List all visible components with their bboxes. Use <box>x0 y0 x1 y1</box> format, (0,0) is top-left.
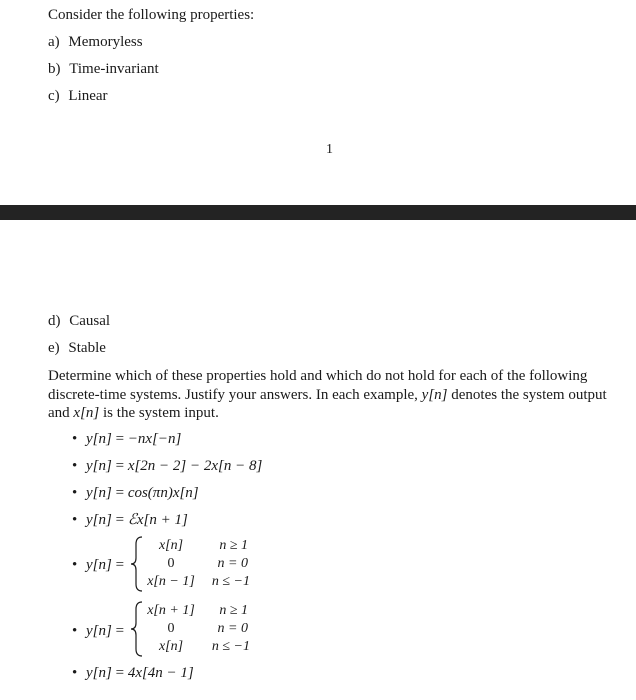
property-text: Stable <box>68 340 106 356</box>
case-condition: n = 0 <box>217 621 248 636</box>
property-label: c) <box>48 88 60 104</box>
case-value: 0 <box>167 556 175 571</box>
property-text: Memoryless <box>68 34 143 50</box>
bullet-icon: • <box>72 485 78 501</box>
page-divider-bar <box>0 205 636 220</box>
intro-text: Consider the following properties: <box>48 7 255 23</box>
instructions-paragraph <box>48 367 618 423</box>
equation-lhs: y[n] <box>86 458 112 474</box>
equals-sign: = <box>115 623 125 639</box>
case-condition: n ≥ 1 <box>219 603 248 618</box>
output-symbol: y[n] <box>421 386 448 403</box>
property-label: b) <box>48 61 61 77</box>
equation-rhs: −nx[−n] <box>127 431 182 447</box>
property-text: Causal <box>69 313 111 329</box>
system-1-equation <box>86 430 181 448</box>
equation-rhs: cos(πn)x[n] <box>127 485 199 501</box>
equals-sign: = <box>115 665 125 681</box>
system-6-lhs <box>86 622 124 640</box>
property-text: Linear <box>68 88 108 104</box>
bullet-icon: • <box>72 665 78 681</box>
property-b <box>48 60 159 78</box>
equals-sign: = <box>115 458 125 474</box>
case-condition: n ≤ −1 <box>211 639 250 654</box>
system-4-equation <box>86 511 188 529</box>
system-7-equation <box>86 664 194 682</box>
equation-lhs: y[n] <box>86 485 112 501</box>
case-value: x[n] <box>158 538 184 553</box>
case-condition: n = 0 <box>217 556 248 571</box>
property-text: Time-invariant <box>69 61 159 77</box>
equation-lhs: y[n] <box>86 557 112 573</box>
property-label: e) <box>48 340 60 356</box>
bullet-icon: • <box>72 623 78 639</box>
equation-lhs: y[n] <box>86 512 112 528</box>
equation-rhs: x[2n − 2] − 2x[n − 8] <box>127 458 263 474</box>
bullet-icon: • <box>72 512 78 528</box>
system-2-equation <box>86 457 262 475</box>
case-value: x[n] <box>158 639 184 654</box>
equation-lhs: y[n] <box>86 623 112 639</box>
bullet-icon: • <box>72 458 78 474</box>
case-value: 0 <box>167 621 175 636</box>
bullet-icon: • <box>72 431 78 447</box>
bullet-icon: • <box>72 557 78 573</box>
property-c <box>48 87 108 105</box>
equation-rhs: 4x[4n − 1] <box>127 665 194 681</box>
property-label: a) <box>48 34 60 50</box>
property-e <box>48 339 106 357</box>
input-symbol: x[n] <box>73 405 100 421</box>
equals-sign: = <box>115 557 125 573</box>
equals-sign: = <box>115 512 125 528</box>
case-value: x[n + 1] <box>147 603 195 618</box>
equals-sign: = <box>115 431 125 447</box>
case-condition: n ≥ 1 <box>219 538 248 553</box>
page-number: 1 <box>326 142 333 157</box>
equation-lhs: y[n] <box>86 431 112 447</box>
system-3-equation <box>86 484 199 502</box>
property-label: d) <box>48 313 61 329</box>
case-condition: n ≤ −1 <box>211 574 250 589</box>
property-d <box>48 312 110 330</box>
instructions-part-2: denotes the system output and <box>48 386 607 421</box>
instructions-part-1: Determine which of these properties hold and which do not hold for each of the following discrete-time systems. Justify your answers. In each example, <box>48 368 588 403</box>
property-a <box>48 33 143 51</box>
system-5-lhs <box>86 556 124 574</box>
equation-rhs: ℰx[n + 1] <box>127 512 188 528</box>
case-value: x[n − 1] <box>147 574 195 589</box>
instructions-part-3: is the system input. <box>99 405 219 421</box>
equals-sign: = <box>115 485 125 501</box>
equation-lhs: y[n] <box>86 665 112 681</box>
